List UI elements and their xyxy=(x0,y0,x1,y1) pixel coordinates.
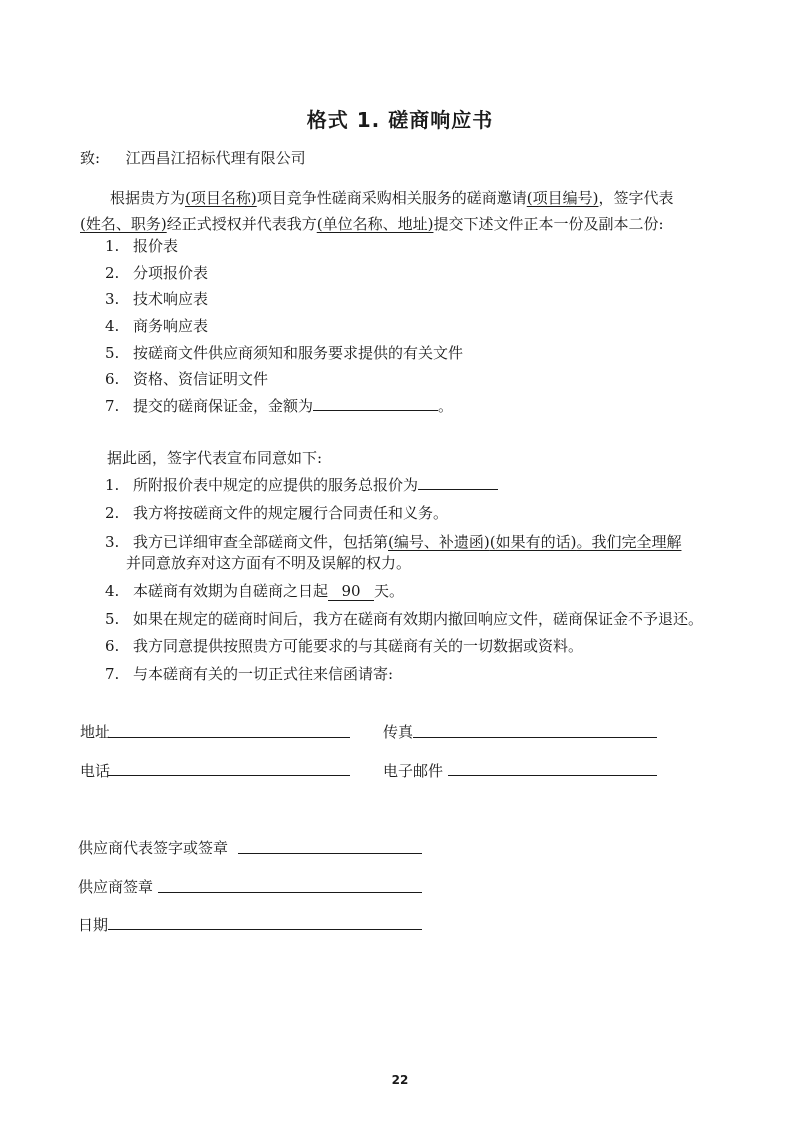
doc-text: 按磋商文件供应商须知和服务要求提供的有关文件 xyxy=(133,344,464,362)
declare-item xyxy=(105,608,703,629)
phone-line[interactable] xyxy=(108,775,350,776)
declare-item xyxy=(105,474,498,495)
seal-label: 供应商签章 xyxy=(78,878,154,896)
doc-item xyxy=(105,262,208,283)
doc-item xyxy=(105,368,268,389)
doc-text: 提交的磋商保证金，金额为 xyxy=(133,397,314,415)
addendum-placeholder: (编号、补遗函) xyxy=(388,533,490,551)
declare-text-end: 天。 xyxy=(374,582,405,600)
validity-days[interactable]: 90 xyxy=(328,582,374,601)
declare-num: 2. xyxy=(105,504,120,522)
doc-item xyxy=(105,288,208,309)
address-label: 地址 xyxy=(80,723,111,741)
doc-item xyxy=(105,395,453,416)
declare-text: 本磋商有效期为自磋商之日起 xyxy=(133,582,329,600)
doc-num: 1. xyxy=(105,237,120,255)
addressee xyxy=(80,147,306,168)
doc-num: 5. xyxy=(105,344,120,362)
page-title: 格式 1. 磋商响应书 xyxy=(306,108,494,132)
intro-paragraph xyxy=(80,185,730,237)
intro-text-1: 根据贵方为 xyxy=(110,189,186,207)
declare-num: 7. xyxy=(105,665,120,683)
rep-sign-line[interactable] xyxy=(238,853,422,854)
to-label: 致: xyxy=(80,149,101,167)
doc-num: 2. xyxy=(105,264,120,282)
fax-label: 传真 xyxy=(383,723,414,741)
declare-item xyxy=(105,531,681,552)
declare-text: 如果在规定的磋商时间后，我方在磋商有效期内撤回响应文件，磋商保证金不予退还。 xyxy=(133,610,704,628)
intro-text-3: ，签字代表 xyxy=(598,189,674,207)
doc-item xyxy=(105,315,208,336)
page-number: 22 xyxy=(391,1073,409,1087)
doc-text: 商务响应表 xyxy=(133,317,209,335)
doc-num: 4. xyxy=(105,317,120,335)
doc-text: 资格、资信证明文件 xyxy=(133,370,269,388)
declare-num: 5. xyxy=(105,610,120,628)
declare-num: 6. xyxy=(105,637,120,655)
declare-item-continuation: 并同意放弃对这方面有不明及误解的权力。 xyxy=(126,554,412,572)
declare-num: 3. xyxy=(105,533,120,551)
doc-text: 技术响应表 xyxy=(133,290,209,308)
declare-text: 所附报价表中规定的应提供的服务总报价为 xyxy=(133,476,419,494)
declare-num: 1. xyxy=(105,476,120,494)
email-line[interactable] xyxy=(448,775,657,776)
declare-item xyxy=(105,502,448,523)
declare-intro: 据此函，签字代表宣布同意如下: xyxy=(107,449,323,467)
declare-text: 我方同意提供按照贵方可能要求的与其磋商有关的一切数据或资料。 xyxy=(133,637,584,655)
intro-text-5: 提交下述文件正本一份及副本二份: xyxy=(433,215,664,233)
declare-text: 我方将按磋商文件的规定履行合同责任和义务。 xyxy=(133,504,449,522)
doc-text: 分项报价表 xyxy=(133,264,209,282)
declare-num: 4. xyxy=(105,582,120,600)
address-line[interactable] xyxy=(108,737,350,738)
declare-item xyxy=(105,663,393,684)
deposit-amount-line[interactable] xyxy=(313,395,438,411)
doc-num: 3. xyxy=(105,290,120,308)
declare-item xyxy=(105,635,583,656)
phone-label: 电话 xyxy=(80,762,111,780)
to-name: 江西昌江招标代理有限公司 xyxy=(125,149,306,167)
doc-item xyxy=(105,235,178,256)
date-label: 日期 xyxy=(78,916,109,934)
intro-text-2: 项目竞争性磋商采购相关服务的磋商邀请 xyxy=(256,189,527,207)
doc-num: 7. xyxy=(105,397,120,415)
declare-text: 与本磋商有关的一切正式往来信函请寄: xyxy=(133,665,394,683)
email-label: 电子邮件 xyxy=(383,762,444,780)
fax-line[interactable] xyxy=(413,737,657,738)
declare-text: 我方已详细审查全部磋商文件，包括第 xyxy=(133,533,389,551)
rep-placeholder: (姓名、职务) xyxy=(80,215,167,233)
total-price-line[interactable] xyxy=(418,474,498,490)
rep-sign-label: 供应商代表签字或签章 xyxy=(78,839,229,857)
project-name-placeholder: (项目名称) xyxy=(185,189,257,207)
project-no-placeholder: (项目编号) xyxy=(526,189,599,207)
intro-text-4: 经正式授权并代表我方 xyxy=(166,215,317,233)
doc-num: 6. xyxy=(105,370,120,388)
seal-line[interactable] xyxy=(158,892,422,893)
declare-item xyxy=(105,580,404,601)
date-line[interactable] xyxy=(108,929,422,930)
doc-item xyxy=(105,342,463,363)
if-any-text: (如果有的话) xyxy=(489,533,577,551)
declare-text-end: 。我们完全理解 xyxy=(576,533,682,551)
doc-text: 报价表 xyxy=(133,237,179,255)
unit-placeholder: (单位名称、地址) xyxy=(316,215,434,233)
doc-end: 。 xyxy=(438,397,454,415)
